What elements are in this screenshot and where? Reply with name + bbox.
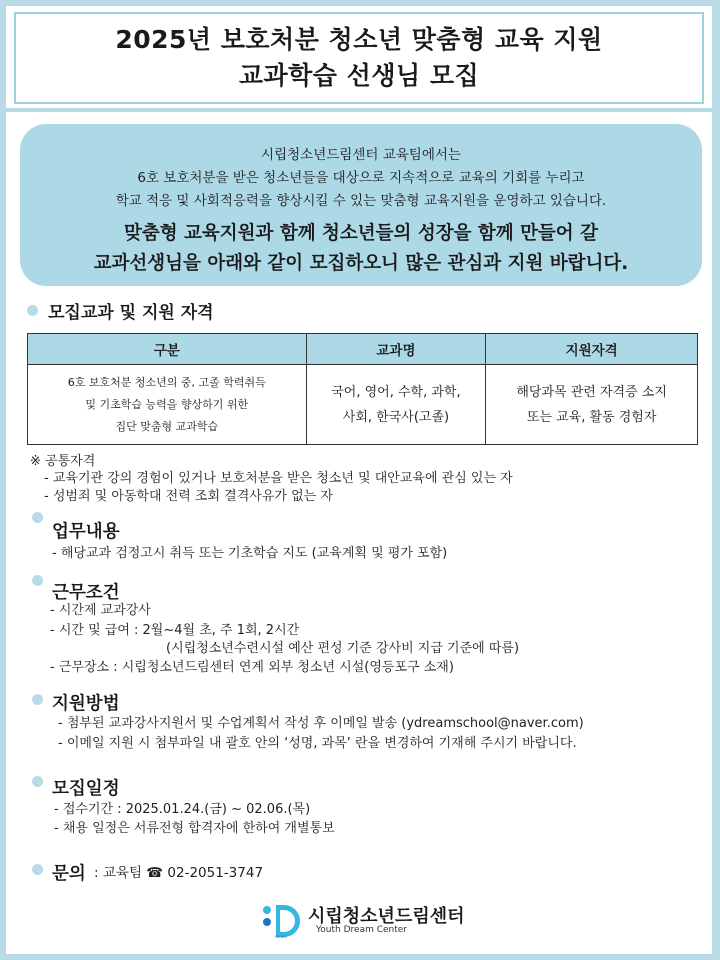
apply-line-2: - 이메일 지원 시 첨부파일 내 괄호 안의 ‘성명, 과목’ 란을 변경하여 기재해 주시기 바랍니다. — [58, 736, 577, 751]
schedule-line-2: - 채용 일정은 서류전형 합격자에 한하여 개별통보 — [54, 821, 335, 836]
contact-phone: 02-2051-3747 — [167, 865, 264, 881]
bullet-dot-icon — [27, 305, 38, 316]
table-row — [28, 365, 698, 445]
intro-panel — [20, 124, 702, 286]
table-header-category: 구분 — [28, 334, 307, 365]
table-header-row — [28, 334, 698, 365]
conditions-line-3: (시립청소년수련시설 예산 편성 기준 강사비 지급 기준에 따름) — [166, 641, 520, 656]
section-title-schedule: 모집일정 — [52, 779, 120, 799]
svg-text:REAM: REAM — [275, 934, 287, 939]
table-cell-category: 6호 보호처분 청소년의 중, 고졸 학력취득 및 기초학습 능력을 향상하기 위한 집단 맞춤형 교과학습 — [28, 365, 307, 445]
contact-line — [94, 863, 263, 884]
title-box — [14, 12, 704, 104]
requirements-table — [27, 333, 698, 445]
table-header-subject: 교과명 — [306, 334, 486, 365]
intro-line-1: 시립청소년드림센터 교육팀에서는 — [261, 147, 461, 163]
bullet-dot-icon — [32, 694, 43, 705]
phone-icon: ☎ — [146, 865, 164, 881]
contact-separator: : — [94, 865, 99, 881]
intro-line-2: 6호 보호처분을 받은 청소년들을 대상으로 지속적으로 교육의 기회를 누리고 — [137, 170, 585, 186]
section-title-requirements: 모집교과 및 지원 자격 — [27, 298, 214, 323]
section-title-duties: 업무내용 — [52, 522, 120, 542]
conditions-line-4: - 근무장소 : 시립청소년드림센터 연계 외부 청소년 시설(영등포구 소재) — [50, 660, 454, 675]
apply-line-1: - 첨부된 교과강사지원서 및 수업계획서 작성 후 이메일 발송 (ydreamschool@naver.com) — [58, 716, 584, 731]
table-header-qualification: 지원자격 — [486, 334, 698, 365]
common-qualification-1: - 교육기관 강의 경험이 있거나 보호처분을 받은 청소년 및 대안교육에 관심 있는 자 — [44, 471, 513, 486]
logo-english-name: Youth Dream Center — [316, 925, 408, 935]
title-divider — [6, 108, 712, 112]
table-cell-subjects: 국어, 영어, 수학, 과학, 사회, 한국사(고졸) — [306, 365, 486, 445]
section-title-apply: 지원방법 — [52, 694, 120, 714]
bullet-dot-icon — [32, 864, 43, 875]
intro-highlight-1: 맞춤형 교육지원과 함께 청소년들의 성장을 함께 만들어 갈 — [124, 223, 598, 244]
center-logo — [262, 900, 492, 942]
frame-bottom-border — [0, 954, 720, 960]
conditions-line-1: - 시간제 교과강사 — [50, 603, 151, 618]
bullet-dot-icon — [32, 512, 43, 523]
frame-top-border — [0, 0, 720, 6]
common-qualification-2: - 성범죄 및 아동학대 전력 조회 결격사유가 없는 자 — [44, 489, 333, 504]
intro-line-3: 학교 적응 및 사회적응력을 향상시킬 수 있는 맞춤형 교육지원을 운영하고 있습니다. — [115, 193, 607, 209]
schedule-line-1: - 접수기간 : 2025.01.24.(금) ~ 02.06.(목) — [54, 802, 311, 817]
bullet-dot-icon — [32, 575, 43, 586]
frame-right-border — [712, 0, 720, 960]
duties-line-1: - 해당교과 검정고시 취득 또는 기초학습 지도 (교육계획 및 평가 포함) — [52, 546, 448, 561]
frame-left-border — [0, 0, 6, 960]
conditions-line-2: - 시간 및 급여 : 2월~4월 초, 주 1회, 2시간 — [50, 623, 300, 638]
logo-name: 시립청소년드림센터 — [308, 906, 465, 927]
intro-highlight-2: 교과선생님을 아래와 같이 모집하오니 많은 관심과 지원 바랍니다. — [93, 253, 629, 274]
contact-team: 교육팀 — [102, 865, 142, 881]
dream-center-logo-icon — [262, 902, 302, 940]
title-line-1: 2025년 보호처분 청소년 맞춤형 교육 지원 — [115, 25, 603, 54]
title-line-2: 교과학습 선생님 모집 — [238, 61, 480, 90]
section-title-conditions: 근무조건 — [52, 583, 120, 603]
bullet-dot-icon — [32, 776, 43, 787]
table-cell-qualification: 해당과목 관련 자격증 소지 또는 교육, 활동 경험자 — [486, 365, 698, 445]
common-qualification-title: ※ 공통자격 — [30, 454, 96, 469]
section-title-contact: 문의 — [52, 864, 86, 884]
